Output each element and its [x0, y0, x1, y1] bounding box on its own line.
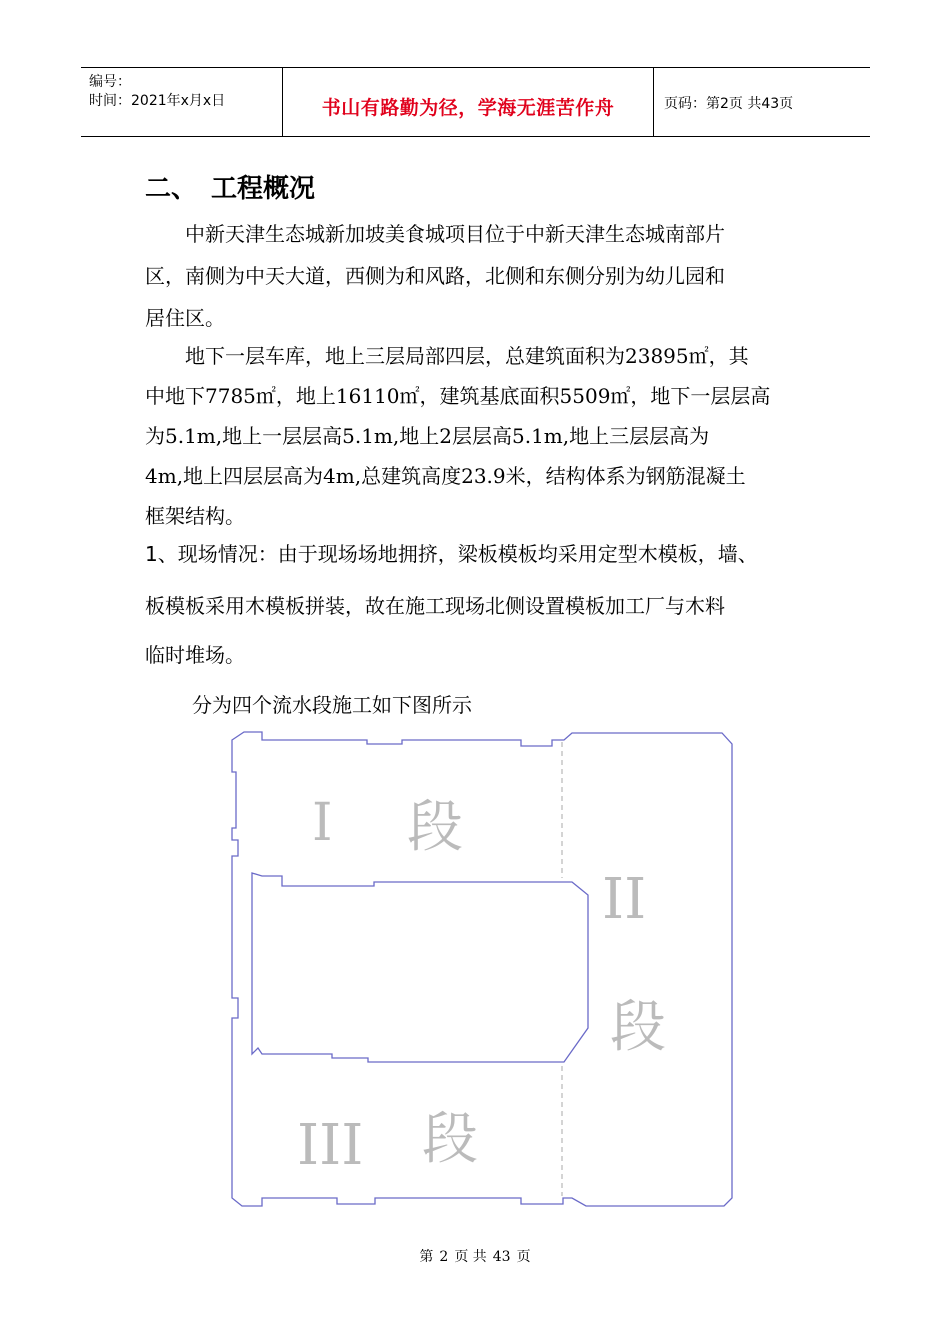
zone-3-label: 段 [422, 1107, 478, 1172]
site-label: 1、现场情况： [145, 542, 278, 566]
section-heading [145, 168, 315, 205]
paragraph-line: 地下一层车库，地上三层局部四层，总建筑面积为23895㎡，其 [185, 344, 749, 368]
paragraph-line: 区，南侧为中天大道，西侧为和风路，北侧和东侧分别为幼儿园和 [145, 264, 725, 288]
serial-label: 编号： [89, 74, 131, 90]
header-motto-cell [283, 68, 654, 136]
plan-inner-courtyard [252, 873, 588, 1062]
section-number: 二、 [145, 174, 198, 204]
figure-caption: 分为四个流水段施工如下图所示 [192, 693, 472, 717]
time-label: 时间：2021年x月x日 [89, 93, 226, 109]
zone-2-numeral: II [602, 867, 647, 932]
paragraph-line: 临时堆场。 [145, 643, 245, 667]
header-meta-cell [81, 68, 283, 136]
page-info: 页码：第2页 共43页 [664, 96, 794, 112]
paragraph-line [145, 538, 758, 567]
site-line-text: 由于现场场地拥挤，梁板模板均采用定型木模板，墙、 [277, 542, 758, 566]
paragraph-line: 中地下7785㎡，地上16110㎡，建筑基底面积5509㎡，地下一层层高 [145, 384, 771, 408]
paragraph-line: 4m,地上四层层高为4m,总建筑高度23.9米，结构体系为钢筋混凝土 [145, 464, 746, 488]
footer-mid: 页 共 [454, 1249, 487, 1265]
footer-total-pages: 43 [492, 1249, 511, 1265]
zone-1-label: 段 [407, 795, 463, 860]
site-plan-figure [222, 728, 742, 1218]
paragraph-line: 居住区。 [145, 306, 225, 330]
page-footer [0, 1246, 950, 1266]
footer-prefix: 第 [419, 1249, 434, 1265]
paragraph-line: 中新天津生态城新加坡美食城项目位于中新天津生态城南部片 [185, 222, 725, 246]
footer-suffix: 页 [516, 1249, 531, 1265]
paragraph-line: 为5.1m,地上一层层高5.1m,地上2层层高5.1m,地上三层层高为 [145, 424, 710, 448]
header-page-cell [654, 68, 870, 136]
zone-3-numeral: III [297, 1113, 364, 1178]
paragraph-line: 板模板采用木模板拼装，故在施工现场北侧设置模板加工厂与木料 [145, 594, 725, 618]
paragraph-line: 框架结构。 [145, 504, 245, 528]
zone-1-numeral: I [312, 793, 333, 853]
header-table [81, 67, 870, 137]
section-title: 工程概况 [211, 174, 316, 204]
footer-page-number: 2 [439, 1249, 449, 1265]
zone-2-label: 段 [610, 995, 666, 1060]
motto: 书山有路勤为径，学海无涯苦作舟 [321, 97, 615, 119]
